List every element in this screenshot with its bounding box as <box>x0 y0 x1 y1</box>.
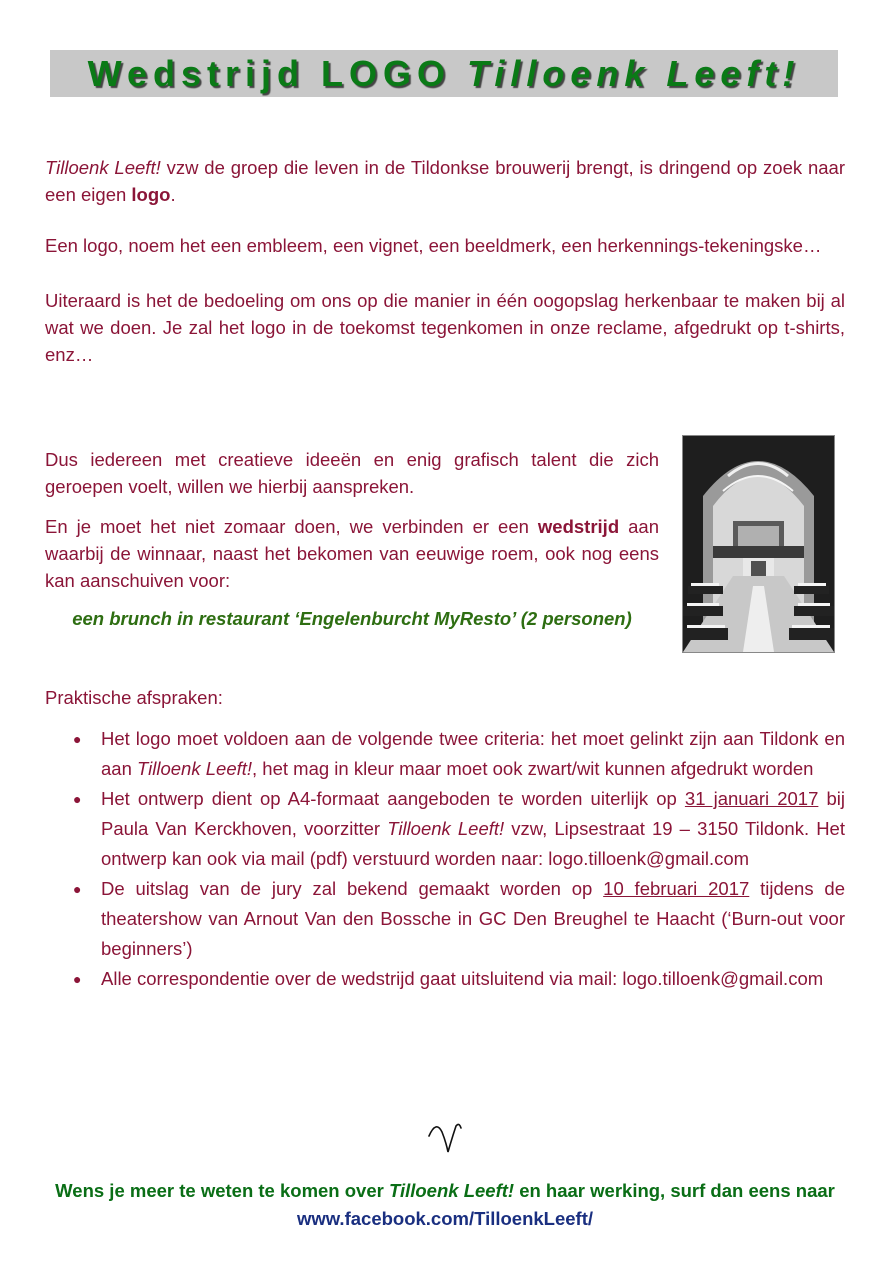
contest-paragraph: En je moet het niet zomaar doen, we verbinden er een wedstrijd aan waarbij de winnaar, naast het bekomen van eeuwige roem, ook nog eens kan aanschuiven voor: <box>45 516 659 591</box>
prize-text: een brunch in restaurant ‘Engelenburcht MyResto’ (2 personen) <box>72 608 632 629</box>
restaurant-photo <box>682 435 835 653</box>
purpose-paragraph: Uiteraard is het de bedoeling om ons op die manier in één oogopslag herkenbaar te maken bij al wat we doen. Je zal het logo in de toekomst tegenkomen in onze reclame, afgedrukt op t-shirts, enz… <box>45 290 845 365</box>
list-item: ● Het logo moet voldoen aan de volgende twee criteria: het moet gelinkt zijn aan Tildonk en aan Tilloenk Leeft!, het mag in kleur maar moet ook zwart/wit kunnen afgedrukt worden <box>73 728 845 779</box>
logo-description-paragraph: Een logo, noem het een embleem, een vignet, een beeldmerk, een herkennings-tekeningske… <box>45 235 822 256</box>
list-item: ● De uitslag van de jury zal bekend gemaakt worden op 10 februari 2017 tijdens de theatershow van Arnout Van den Bossche in GC Den Breughel te Haacht (‘Burn-out voor beginners’) <box>73 878 845 959</box>
page-title: Wedstrijd LOGO Tilloenk Leeft! <box>87 53 801 94</box>
practical-heading: Praktische afspraken: <box>45 687 223 708</box>
practical-list <box>45 724 845 994</box>
announcement-date: 10 februari 2017 <box>603 878 750 899</box>
list-item: ● Alle correspondentie over de wedstrijd gaat uitsluitend via mail: logo.tilloenk@gmail.com <box>73 968 824 989</box>
intro-paragraph: Tilloenk Leeft! vzw de groep die leven in de Tildonkse brouwerij brengt, is dringend op zoek naar een eigen logo. <box>45 157 845 205</box>
signature-mark <box>426 1118 466 1158</box>
facebook-link[interactable]: www.facebook.com/TilloenkLeeft/ <box>296 1208 594 1229</box>
deadline-date: 31 januari 2017 <box>684 788 819 809</box>
invitation-paragraph: Dus iedereen met creatieve ideeën en enig grafisch talent die zich geroepen voelt, willen we hierbij aanspreken. <box>45 449 659 497</box>
list-item: ● Het ontwerp dient op A4-formaat aangeboden te worden uiterlijk op 31 januari 2017 bij Paula Van Kerckhoven, voorzitter Tilloenk Leeft! vzw, Lipsestraat 19 – 3150 Tildonk. Het ontwerp kan ook via mail (pdf) verstuurd worden naar: logo.tilloenk@gmail.com <box>73 788 845 869</box>
footer-text: Wens je meer te weten te komen over Tilloenk Leeft! en haar werking, surf dan eens naar <box>55 1180 835 1201</box>
